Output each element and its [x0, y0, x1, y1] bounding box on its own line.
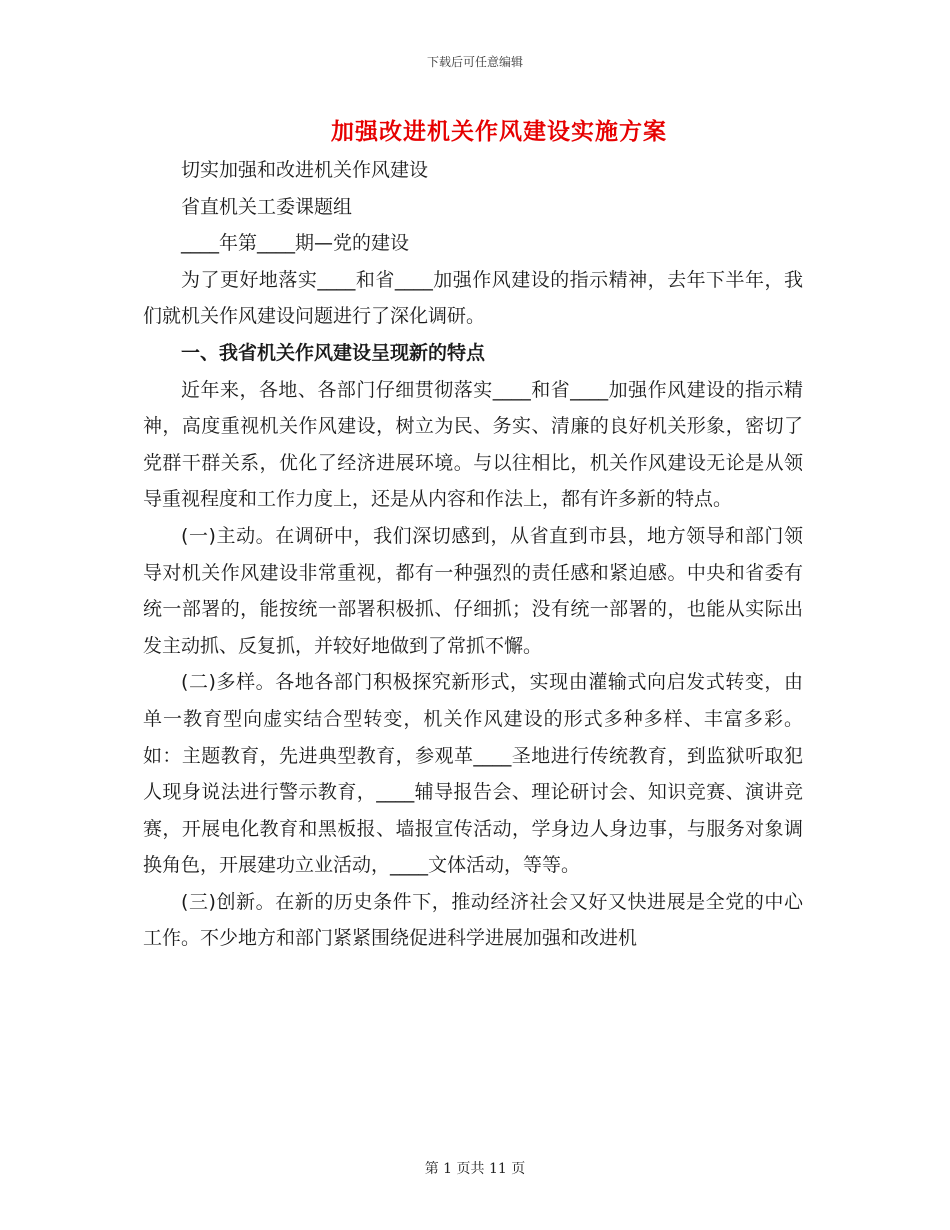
paragraph-intro: 为了更好地落实____和省____加强作风建设的指示精神，去年下半年，我们就机关作风建设问题进行了深化调研。	[143, 268, 803, 328]
paragraph-point-1: (一)主动。在调研中，我们深切感到，从省直到市县，地方领导和部门领导对机关作风建设非常重视，都有一种强烈的责任感和紧迫感。中央和省委有统一部署的，能按统一部署积极抓、仔细抓；没有统一部署的，也能从实际出发主动抓、反复抓，并较好地做到了常抓不懈。	[143, 524, 803, 657]
paragraph-overview: 近年来，各地、各部门仔细贯彻落实____和省____加强作风建设的指示精神，高度重视机关作风建设，树立为民、务实、清廉的良好机关形象，密切了党群干群关系，优化了经济进展环境。与以往相比，机关作风建设无论是从领导重视程度和工作力度上，还是从内容和作法上，都有许多新的特点。	[143, 378, 803, 511]
document-title: 加强改进机关作风建设实施方案	[331, 119, 667, 145]
paragraph-source: ____年第____期—党的建设	[181, 232, 410, 255]
page-footer: 第 1 页共 11 页	[424, 1161, 526, 1177]
document-body	[143, 152, 803, 957]
paragraph-author: 省直机关工委课题组	[181, 195, 353, 218]
paragraph-point-2: (二)多样。各地各部门积极探究新形式，实现由灌输式向启发式转变，由单一教育型向虚实结合型转变，机关作风建设的形式多种多样、丰富多彩。如：主题教育，先进典型教育，参观革____圣地进行传统教育，到监狱听取犯人现身说法进行警示教育，____辅导报告会、理论研讨会、知识竞赛、演讲竞赛，开展电化教育和黑板报、墙报宣传活动，学身边人身边事，与服务对象调换角色，开展建功立业活动，____文体活动，等等。	[143, 671, 803, 877]
paragraph-subtitle: 切实加强和改进机关作风建设	[181, 159, 429, 181]
header-note: 下载后可任意编辑	[426, 55, 523, 69]
paragraph-point-3: (三)创新。在新的历史条件下，推动经济社会又好又快进展是全党的中心工作。不少地方和部门紧紧围绕促进科学进展加强和改进机	[143, 890, 803, 950]
section-heading: 一、我省机关作风建设呈现新的特点	[181, 341, 486, 364]
